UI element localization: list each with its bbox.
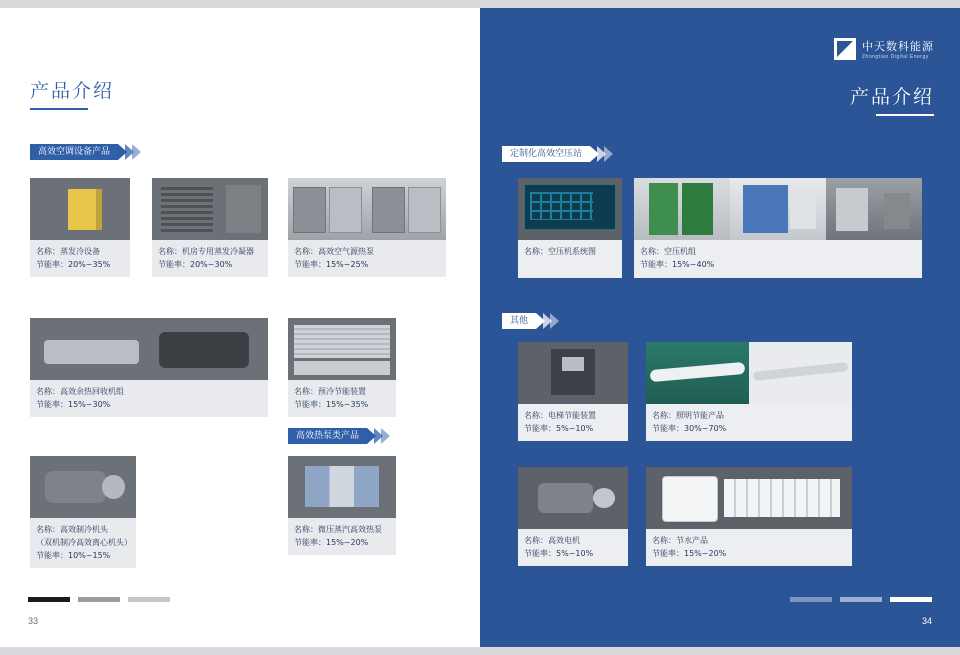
- product-meta: [30, 240, 130, 277]
- banner-arrows-icon: [536, 313, 559, 329]
- section-label-compressor-station: 定制化高效空压站: [502, 146, 590, 162]
- product-card[interactable]: [518, 467, 628, 566]
- product-rate: 节能率：20%~30%: [158, 260, 233, 269]
- progress-indicator-right: [790, 597, 932, 602]
- product-name: 名称：高效制冷机头: [36, 525, 108, 534]
- product-card[interactable]: [30, 318, 268, 417]
- product-meta: [646, 404, 852, 441]
- logo-pinyin-text: Zhongtian Digital Energy: [862, 54, 929, 60]
- high-efficiency-motor-photo: [518, 467, 628, 529]
- product-rate: 节能率：15%~20%: [294, 538, 369, 547]
- page-number-left: 33: [28, 616, 39, 626]
- product-rate: 节能率：30%~70%: [652, 424, 727, 433]
- product-card[interactable]: [288, 178, 446, 277]
- product-rate: 节能率：15%~35%: [294, 400, 369, 409]
- water-saving-products-photo: [646, 467, 852, 529]
- section-banner-compressor-station: [502, 146, 613, 162]
- product-meta: [518, 529, 628, 566]
- banner-arrows-icon: [590, 146, 613, 162]
- product-card[interactable]: [518, 342, 628, 441]
- compressor-system-diagram-photo: [518, 178, 622, 240]
- section-banner-heatpump: [288, 428, 390, 444]
- product-rate: 节能率：15%~30%: [36, 400, 111, 409]
- product-meta: [152, 240, 268, 277]
- product-meta: [518, 240, 622, 264]
- steam-heat-pump-photo: [288, 456, 396, 518]
- product-card[interactable]: [152, 178, 268, 277]
- product-rate: 节能率：15%~20%: [652, 549, 727, 558]
- page-number-right: 34: [921, 616, 932, 626]
- led-lighting-photo: [646, 342, 852, 404]
- product-rate: 节能率：5%~10%: [524, 424, 594, 433]
- section-banner-hvac: [30, 144, 141, 160]
- brand-logo: [834, 38, 934, 60]
- logo-mark-icon: [834, 38, 856, 60]
- banner-arrows-icon: [367, 428, 390, 444]
- product-name: 名称：机房专用蒸发冷凝器: [158, 247, 254, 256]
- product-rate: 节能率：15%~25%: [294, 260, 369, 269]
- product-rate: 节能率：5%~10%: [524, 549, 594, 558]
- centrifugal-compressor-photo: [30, 456, 136, 518]
- product-card[interactable]: [30, 456, 136, 568]
- product-card[interactable]: [646, 467, 852, 566]
- product-name: 名称：空压机组: [640, 247, 696, 256]
- product-rate: 节能率：20%~35%: [36, 260, 111, 269]
- product-name: 名称：高效电机: [524, 536, 580, 545]
- product-card[interactable]: [288, 318, 396, 417]
- product-name: 名称：预冷节能装置: [294, 387, 366, 396]
- product-card[interactable]: [646, 342, 852, 441]
- product-card[interactable]: [30, 178, 130, 277]
- left-page: [0, 8, 480, 647]
- product-name: 名称：蒸发冷设备: [36, 247, 100, 256]
- product-meta: [518, 404, 628, 441]
- product-meta: [288, 380, 396, 417]
- page-title-right: 产品介绍: [849, 86, 934, 108]
- evaporative-condenser-photo: [152, 178, 268, 240]
- banner-arrows-icon: [118, 144, 141, 160]
- heat-recovery-unit-photo: [30, 318, 268, 380]
- product-meta: [30, 518, 136, 568]
- product-card[interactable]: [634, 178, 922, 278]
- progress-indicator-left: [28, 597, 170, 602]
- pre-cooling-device-photo: [288, 318, 396, 380]
- product-name-secondary: （双机制冷高效离心机头）: [36, 538, 132, 547]
- section-banner-others: [502, 313, 559, 329]
- product-name: 名称：照明节能产品: [652, 411, 724, 420]
- right-page: [480, 8, 960, 647]
- indoor-equipment-room-photo: [30, 178, 130, 240]
- section-label-heatpump: 高效热泵类产品: [288, 428, 367, 444]
- section-label-hvac: 高效空调设备产品: [30, 144, 118, 160]
- product-rate: 节能率：15%~40%: [640, 260, 715, 269]
- product-name: 名称：节水产品: [652, 536, 708, 545]
- product-name: 名称：高效余热回收机组: [36, 387, 124, 396]
- product-meta: [288, 240, 446, 277]
- page-title-left: 产品介绍: [30, 80, 115, 102]
- title-underline-right: [876, 114, 934, 116]
- air-compressor-units-photo: [634, 178, 922, 240]
- air-source-heat-pump-photo: [288, 178, 446, 240]
- product-rate: 节能率：10%~15%: [36, 551, 111, 560]
- product-meta: [288, 518, 396, 555]
- section-label-others: 其他: [502, 313, 536, 329]
- product-meta: [30, 380, 268, 417]
- product-name: 名称：高效空气源热泵: [294, 247, 374, 256]
- product-meta: [634, 240, 922, 277]
- title-underline-left: [30, 108, 88, 110]
- product-name: 名称：电梯节能装置: [524, 411, 596, 420]
- logo-brand-text: 中天数科能源: [862, 40, 934, 53]
- product-card[interactable]: [518, 178, 622, 278]
- product-meta: [646, 529, 852, 566]
- elevator-energy-saving-device-photo: [518, 342, 628, 404]
- product-name: 名称：空压机系统图: [524, 247, 596, 256]
- product-card[interactable]: [288, 456, 396, 555]
- product-name: 名称：微压蒸汽高效热泵: [294, 525, 382, 534]
